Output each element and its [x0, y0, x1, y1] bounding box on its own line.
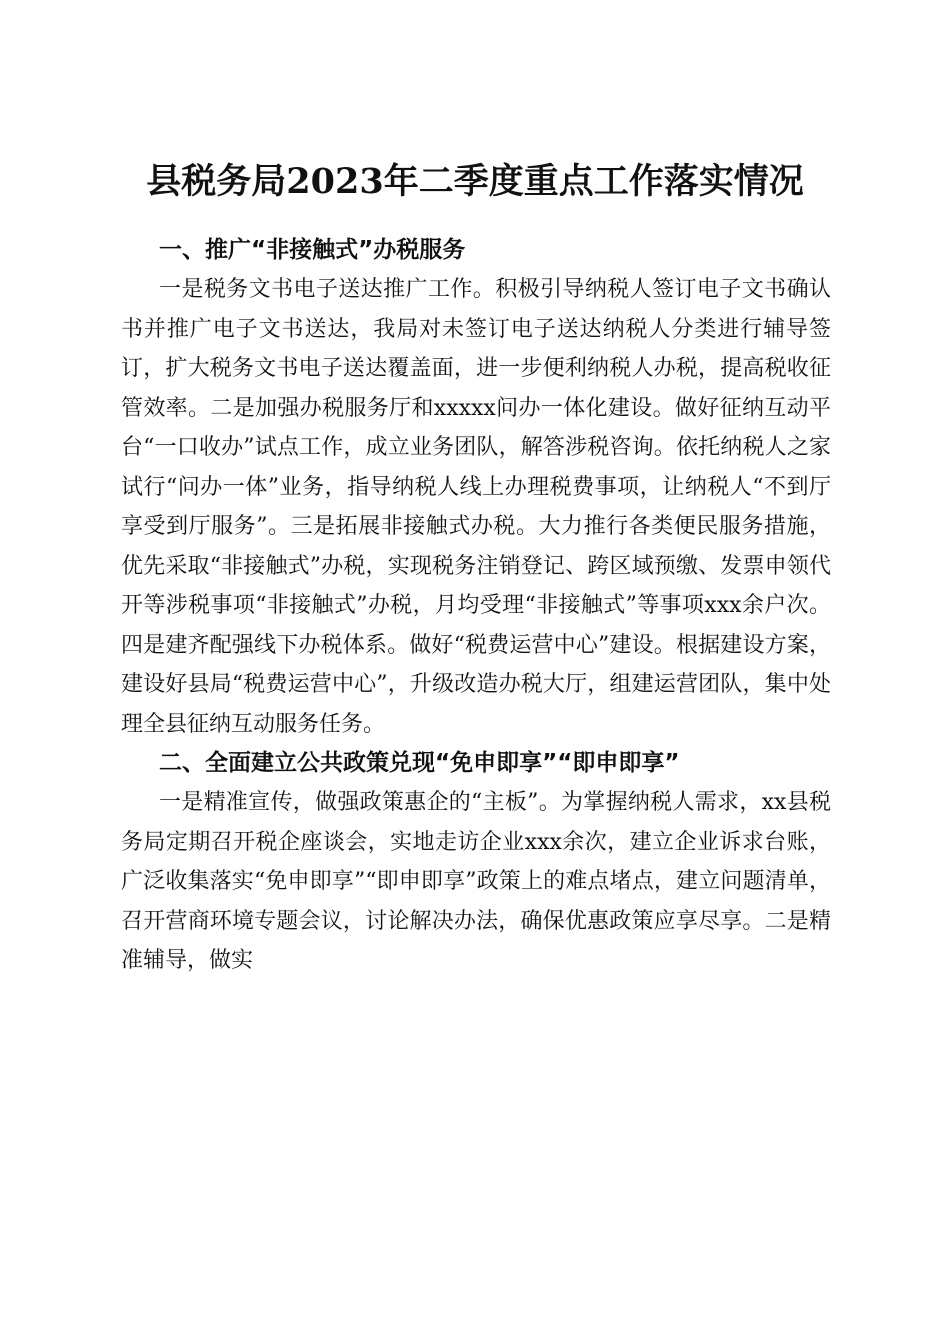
section-heading-2: 二、全面建立公共政策兑现“免申即享”“即申即享” — [159, 750, 680, 776]
document-body — [121, 231, 831, 981]
section-paragraph-2: 一是精准宣传，做强政策惠企的“主板”。为掌握纳税人需求，xx县税务局定期召开税企座谈会，实地走访企业xxx余次，建立企业诉求台账，广泛收集落实“免申即享”“即申即享”政策上的难点堵点，建立问题清单，召开营商环境专题会议，讨论解决办法，确保优惠政策应享尽享。二是精准辅导，做实 — [121, 790, 831, 973]
page-title: 县税务局2023年二季度重点工作落实情况 — [146, 161, 804, 203]
section-heading-1: 一、推广“非接触式”办税服务 — [159, 237, 466, 263]
section-paragraph-1: 一是税务文书电子送达推广工作。积极引导纳税人签订电子文书确认书并推广电子文书送达，我局对未签订电子送达纳税人分类进行辅导签订，扩大税务文书电子送达覆盖面，进一步便利纳税人办税，提高税收征管效率。二是加强办税服务厅和xxxxx问办一体化建设。做好征纳互动平台“一口收办”试点工作，成立业务团队，解答涉税咨询。依托纳税人之家试行“问办一体”业务，指导纳税人线上办理税费事项，让纳税人“不到厅享受到厅服务”。三是拓展非接触式办税。大力推行各类便民服务措施，优先采取“非接触式”办税，实现税务注销登记、跨区域预缴、发票申领代开等涉税事项“非接触式”办税，月均受理“非接触式”等事项xxx余户次。四是建齐配强线下办税体系。做好“税费运营中心”建设。根据建设方案，建设好县局“税费运营中心”，升级改造办税大厅，组建运营团队，集中处理全县征纳互动服务任务。 — [121, 277, 831, 737]
